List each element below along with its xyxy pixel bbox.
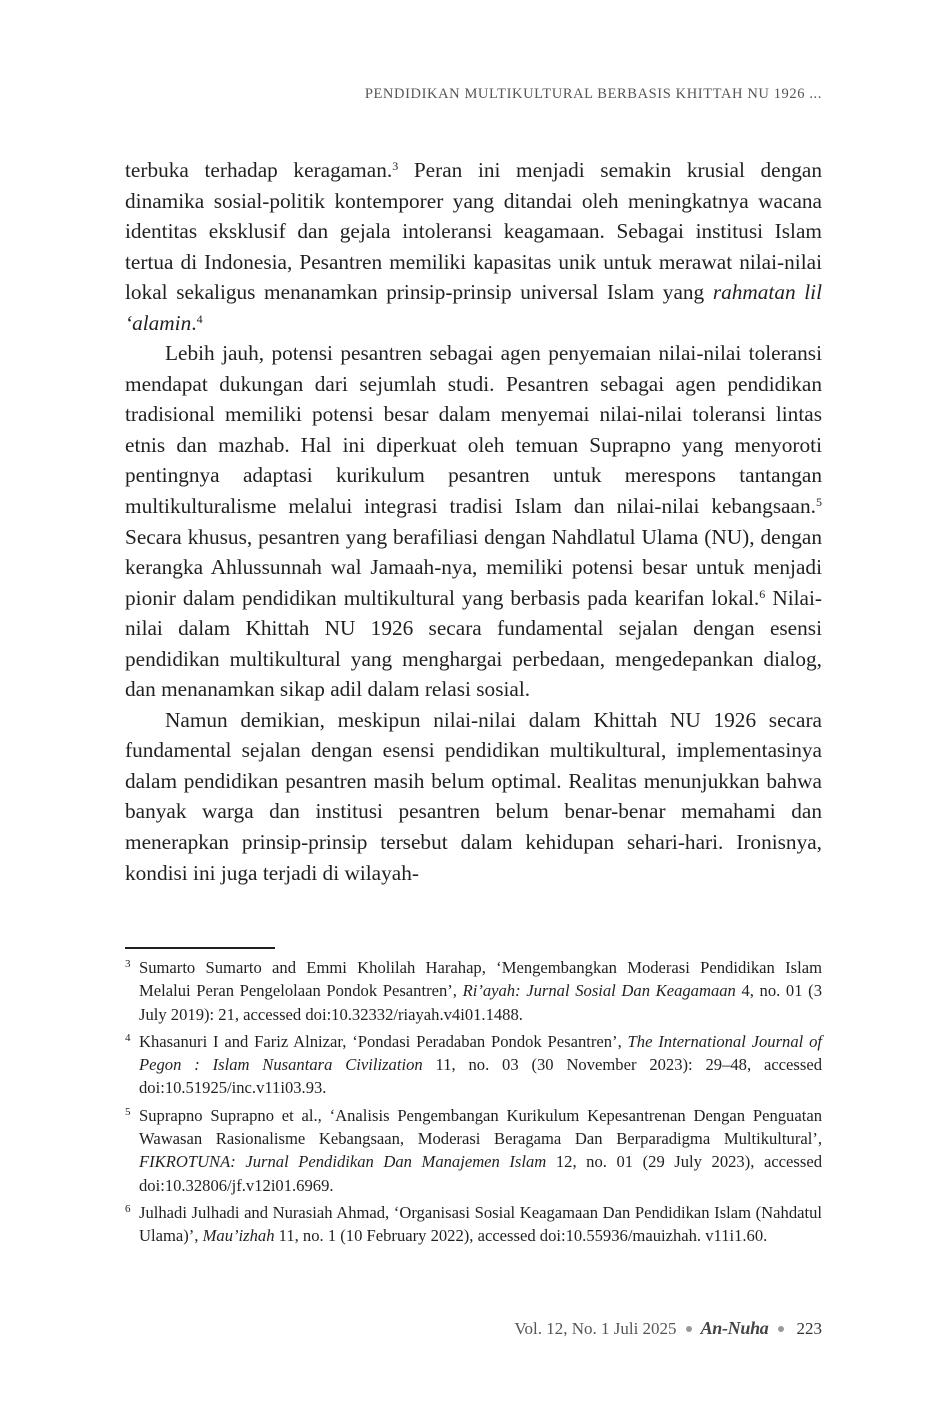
- italic-term: rahmatan lil ‘alamin: [125, 280, 822, 335]
- footnote-text: 11, no. 03 (30 November 2023): 29–48, accessed doi:10.51925/inc.v11i03.93.: [139, 1055, 822, 1098]
- footnote-ref[interactable]: 3: [392, 159, 399, 173]
- footnote-6: [125, 1201, 822, 1248]
- footnote-journal-title: Ri’ayah: Jurnal Sosial Dan Keagamaan: [462, 981, 736, 1001]
- footnote-number: 3: [125, 958, 131, 970]
- footnote-text: Julhadi Julhadi and Nurasiah Ahmad, ‘Organisasi Sosial Keagamaan Dan Pendidikan Islam (Nahdatul Ulama)’,: [139, 1202, 822, 1246]
- footnote-ref[interactable]: 6: [759, 586, 766, 601]
- volume-info: Vol. 12, No. 1 Juli 2025: [514, 1318, 677, 1338]
- footnote-text: Suprapno Suprapno et al., ‘Analisis Pengembangan Kurikulum Kepesantrenan Dengan Penguatan Wawasan Rasionalisme Kebangsaan, Moderasi Beragama Dan Berparadigma Multikultural’,: [139, 1105, 822, 1149]
- footnote-text: 4, no. 01 (3 July 2019): 21, accessed doi:10.32332/riayah.v4i01.1488.: [139, 981, 822, 1024]
- paragraph-2: [125, 338, 822, 705]
- paragraph-text: Peran ini menjadi semakin krusial dengan dinamika sosial-politik kontemporer yang ditandai oleh meningkatnya wacana identitas eksklusif dan gejala intoleransi keagamaan. Sebagai institusi Islam tertua di Indonesia, Pesantren memiliki kapasitas unik untuk merawat nilai-nilai lokal sekaligus menanamkan prinsip-prinsip universal Islam yang: [125, 158, 822, 305]
- running-head: PENDIDIKAN MULTIKULTURAL BERBASIS KHITTAH NU 1926 ...: [364, 86, 822, 102]
- paragraph-text: Nilai-nilai dalam Khittah NU 1926 secara fundamental sejalan dengan esensi pendidikan multikultural yang menghargai perbedaan, mengedepankan dialog, dan menanamkan sikap adil dalam relasi sosial.: [125, 585, 822, 702]
- page-number: 223: [796, 1318, 822, 1338]
- footnote-number: 4: [125, 1031, 131, 1044]
- paragraph-1: [125, 155, 822, 338]
- footnote-text: 12, no. 01 (29 July 2023), accessed doi:10.32806/jf.v12i01.6969.: [139, 1152, 822, 1195]
- paragraph-3: [125, 705, 822, 888]
- footnote-number: 6: [125, 1202, 131, 1215]
- footnote-text: 11, no. 1 (10 February 2022), accessed doi:10.55936/mauizhah. v11i1.60.: [274, 1226, 768, 1246]
- paragraph-text: Namun demikian, meskipun nilai-nilai dalam Khittah NU 1926 secara fundamental sejalan dengan esensi pendidikan multikultural, implementasinya dalam pendidikan pesantren masih belum optimal. Realitas menunjukkan bahwa banyak warga dan institusi pesantren belum benar-benar memahami dan menerapkan prinsip-prinsip tersebut dalam kehidupan sehari-hari. Ironisnya, kondisi ini juga terjadi di wilayah-: [125, 707, 822, 885]
- paragraph-text: .: [191, 310, 197, 335]
- separator-dot-icon: [686, 1326, 692, 1332]
- footnote-5: [125, 1104, 822, 1197]
- footnote-ref[interactable]: 5: [816, 495, 822, 510]
- footnote-journal-title: The International Journal of Pegon : Islam Nusantara Civilization: [139, 1031, 822, 1075]
- footnote-3: [125, 956, 822, 1026]
- body-text: [125, 155, 822, 888]
- footnote-journal-title: Mau’izhah: [202, 1226, 275, 1246]
- separator-dot-icon: [778, 1326, 784, 1332]
- footnote-journal-title: FIKROTUNA: Jurnal Pendidikan Dan Manajemen Islam: [139, 1152, 547, 1172]
- footnote-divider: [125, 947, 275, 949]
- footnote-number: 5: [125, 1105, 131, 1118]
- footnotes: [125, 956, 822, 1252]
- page-footer: [514, 1318, 822, 1339]
- footnote-text: Khasanuri I and Fariz Alnizar, ‘Pondasi Peradaban Pondok Pesantren’,: [139, 1031, 628, 1051]
- footnote-ref[interactable]: 4: [196, 311, 203, 326]
- footnote-4: [125, 1030, 822, 1100]
- paragraph-text: Secara khusus, pesantren yang berafiliasi dengan Nahdlatul Ulama (NU), dengan kerangka Ahlussunnah wal Jamaah-nya, memiliki potensi besar untuk menjadi pionir dalam pendidikan multikultural yang berbasis pada kearifan lokal.: [125, 524, 822, 610]
- paragraph-text: terbuka terhadap keragaman.: [125, 158, 393, 182]
- paragraph-text: Lebih jauh, potensi pesantren sebagai agen penyemaian nilai-nilai toleransi mendapat dukungan dari sejumlah studi. Pesantren sebagai agen pendidikan tradisional memiliki potensi besar dalam menyemai nilai-nilai toleransi lintas etnis dan mazhab. Hal ini diperkuat oleh temuan Suprapno yang menyoroti pentingnya adaptasi kurikulum pesantren untuk merespons tantangan multikulturalisme melalui integrasi tradisi Islam dan nilai-nilai kebangsaan.: [125, 341, 822, 519]
- footnote-text: Sumarto Sumarto and Emmi Kholilah Harahap, ‘Mengembangkan Moderasi Pendidikan Islam Melalui Peran Pengelolaan Pondok Pesantren’,: [139, 958, 822, 1001]
- journal-logo: An-Nuha: [700, 1318, 769, 1338]
